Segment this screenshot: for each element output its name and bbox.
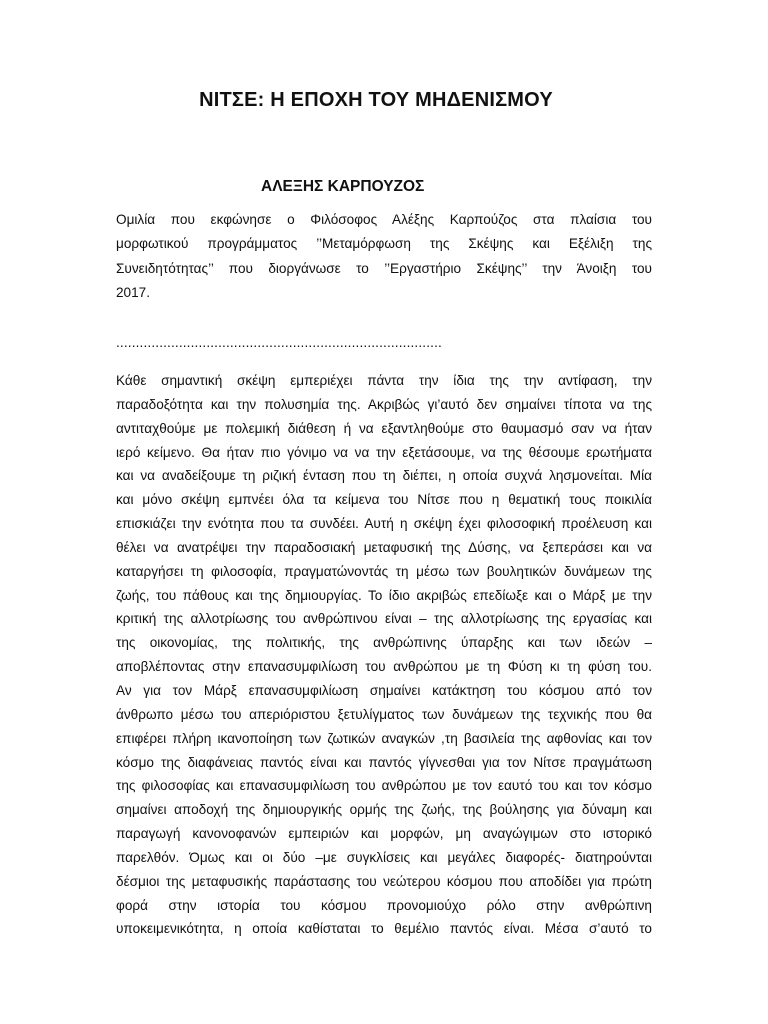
body-line: αντιταχθούμε με πολεμική διάθεση ή να εξαντληθούμε στο θαυμασμό σαν να ήταν — [116, 420, 652, 436]
body-line: Αν για τον Μάρξ επανασυμφιλίωση σημαίνει κατάκτηση του κόσμου από τον — [116, 682, 652, 698]
body-line: και να αναδείξουμε τη ριζική ένταση που τη διέπει, η οποία συχνά λησμονείται. Μία — [116, 468, 652, 484]
body-line: επιφέρει πλήρη ικανοποίηση των ζωτικών αναγκών ,τη βασιλεία της αφθονίας και τον — [116, 730, 652, 746]
body-line: καταργήσει τη φιλοσοφία, πραγματώνοντάς τη μέσω των βουλητικών δυνάμεων της — [116, 563, 652, 579]
dotted-separator: ................................................................................... — [116, 335, 442, 350]
body-line: επισκιάζει την ενότητα που τα συνδέει. Αυτή η σκέψη έχει φιλοσοφική προέλευση και — [116, 516, 652, 532]
body-line: φορά στην ιστορία του κόσμου προνομιούχο ρόλο στην ανθρώπινη — [116, 897, 652, 913]
body-line: υποκειμενικότητα, η οποία καθίσταται το θεμέλιο παντός είναι. Μέσα σ’αυτό το — [116, 921, 652, 937]
body-line: της φιλοσοφίας και επανασυμφιλίωση του ανθρώπου με τον εαυτό του και τον κόσμο — [116, 778, 652, 794]
body-line: ιερό κείμενο. Θα ήταν πιο γόνιμο να να την εξετάσουμε, να της θέσουμε ερωτήματα — [116, 444, 652, 460]
body-line: άνθρωπο μέσω του απεριόριστου ξετυλίγματος των δυνάμεων της τεχνικής που θα — [116, 706, 652, 722]
intro-line: Ομιλία που εκφώνησε ο Φιλόσοφος Αλέξης Καρπούζος στα πλαίσια του — [116, 212, 652, 227]
body-line: κριτική της αλλοτρίωσης του ανθρώπινου είναι – της αλλοτρίωσης της εργασίας και — [116, 611, 652, 627]
intro-line: μορφωτικού προγράμματος ’’Μεταμόρφωση της Σκέψης και Εξέλιξη της — [116, 236, 652, 252]
body-line: αποβλέποντας στην επανασυμφιλίωση του ανθρώπου με τη Φύση κι τη φύση του. — [116, 659, 652, 675]
author-name: ΑΛΕΞΗΣ ΚΑΡΠΟΥΖΟΣ — [261, 178, 425, 195]
intro-paragraph — [116, 208, 652, 305]
body-line: και μόνο σκέψη εμπνέει όλα τα κείμενα του Νίτσε που η θεματική τους ποικιλία — [116, 492, 652, 508]
document-title: ΝΙΤΣΕ: Η ΕΠΟΧΗ ΤΟΥ ΜΗΔΕΝΙΣΜΟΥ — [199, 89, 553, 111]
body-line: Κάθε σημαντική σκέψη εμπεριέχει πάντα την ίδια της την αντίφαση, την — [116, 373, 652, 388]
body-paragraph — [116, 369, 652, 941]
intro-line: 2017. — [116, 284, 151, 300]
body-line: της οικονομίας, της πολιτικής, της ανθρώπινης ύπαρξης και των ιδεών – — [116, 635, 652, 651]
body-line: κόσμο της διαφάνειας παντός είναι και παντός γίγνεσθαι για τον Νίτσε πραγμάτωση — [116, 754, 652, 770]
body-line: σημαίνει αποδοχή της δημιουργικής ορμής της ζωής, της βούλησης για δύναμη και — [116, 802, 652, 818]
body-line: παραγωγή κανονοφανών εμπειριών και μορφών, μη αναγώγιμων στο ιστορικό — [116, 826, 652, 842]
body-line: παραδοξότητα και την πολυσημία της. Ακριβώς γι’αυτό δεν σημαίνει τίποτα να της — [116, 396, 652, 412]
body-line: παρελθόν. Όμως και οι δύο –με συγκλίσεις και μεγάλες διαφορές- διατηρούνται — [116, 849, 652, 865]
body-line: δέσμιοι της μεταφυσικής παράστασης του νεώτερου κόσμου που αποδίδει για πρώτη — [116, 873, 652, 889]
intro-line: Συνειδητότητας’’ που διοργάνωσε το ’’Εργαστήριο Σκέψης’’ την Άνοιξη του — [116, 260, 652, 276]
body-line: ζωής, του πάθους και της δημιουργίας. Το ίδιο ακριβώς επεδίωξε και ο Μάρξ με την — [116, 587, 652, 603]
body-line: θέλει να ανατρέψει την παραδοσιακή μεταφυσική της Δύσης, να ξεπεράσει και να — [116, 539, 652, 555]
